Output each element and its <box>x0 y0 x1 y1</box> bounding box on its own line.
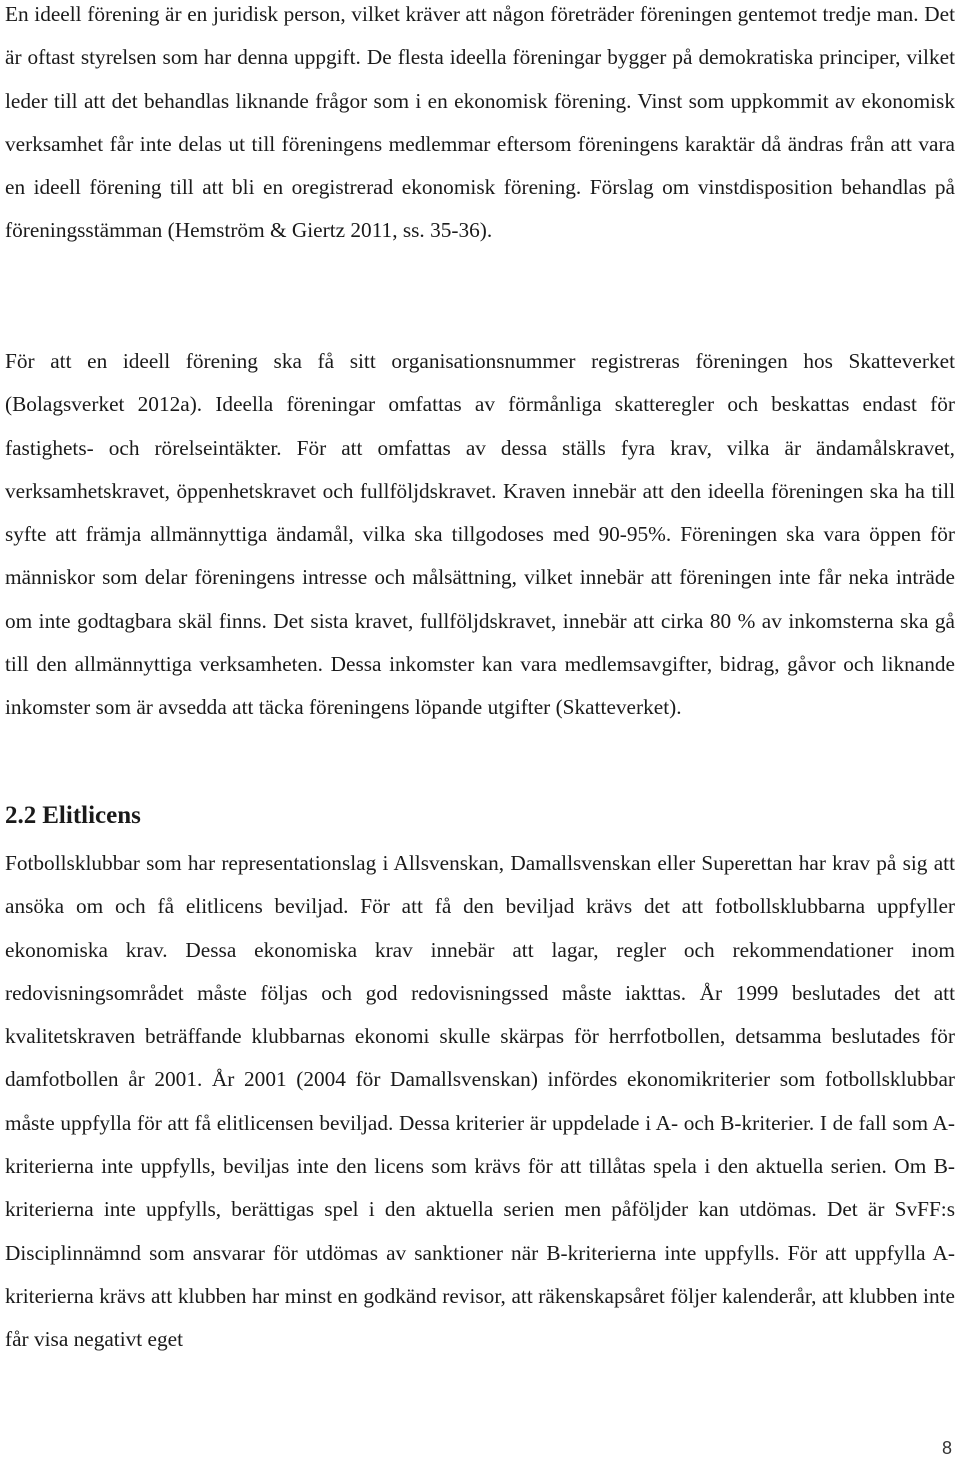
body-paragraph-elitlicens: Fotbollsklubbar som har representationslag i Allsvenskan, Damallsvenskan eller Superettan har krav på sig att ansöka om och få elitlicens beviljad. För att få den beviljad krävs det att fotbollsklubbarna uppfyller ekonomiska krav. Dessa ekonomiska krav innebär att lagar, regler och rekommendationer inom redovisningsområdet måste följas och god redovisningssed måste iakttas. År 1999 beslutades det att kvalitetskraven beträffande klubbarnas ekonomi skulle skärpas för herrfotbollen, detsamma beslutades för damfotbollen år 2001. År 2001 (2004 för Damallsvenskan) infördes ekonomikriterier som fotbollsklubbar måste uppfylla för att få elitlicensen beviljad. Dessa kriterier är uppdelade i A- och B-kriterier. I de fall som A-kriterierna inte uppfylls, beviljas inte den licens som krävs för att tillåtas spela i den aktuella serien. Om B-kriterierna inte uppfylls, berättigas spel i den aktuella serien men påföljder kan utdömas. Det är SvFF:s Disciplinnämnd som ansvarar för utdömas av sanktioner när B-kriterierna inte uppfylls. För att uppfylla A-kriterierna krävs att klubben har minst en godkänd revisor, att räkenskapsåret följer kalenderår, att klubben inte får visa negativt eget <box>5 851 955 1352</box>
section-title: Elitlicens <box>42 802 141 829</box>
page-number: 8 <box>941 1438 952 1458</box>
body-paragraph-skatteverket: För att en ideell förening ska få sitt organisationsnummer registreras föreningen hos Skatteverket (Bolagsverket 2012a). Ideella föreningar omfattas av förmånliga skatteregler och beskattas endast för fastighets- och rörelseintäkter. För att omfattas av dessa ställs fyra krav, vilka är ändamålskravet, verksamhetskravet, öppenhetskravet och fullföljdskravet. Kraven innebär att den ideella föreningen ska ha till syfte att främja allmännyttiga ändamål, vilka ska tillgodoses med 90-95%. Föreningen ska vara öppen för människor som delar föreningens intresse och målsättning, vilket innebär att föreningen inte får neka inträde om inte godtagbara skäl finns. Det sista kravet, fullföljdskravet, innebär att cirka 80 % av inkomsterna ska gå till den allmännyttiga verksamheten. Dessa inkomster kan vara medlemsavgifter, bidrag, gåvor och liknande inkomster som är avsedda att täcka föreningens löpande utgifter (Skatteverket). <box>5 349 955 720</box>
section-number: 2.2 <box>5 802 37 829</box>
body-paragraph-ideell-forening: En ideell förening är en juridisk person, vilket kräver att någon företräder föreningen gentemot tredje man. Det är oftast styrelsen som har denna uppgift. De flesta ideella föreningar bygger på demokratiska principer, vilket leder till att det behandlas liknande frågor som i en ekonomisk förening. Vinst som uppkommit av ekonomisk verksamhet får inte delas ut till föreningens medlemmar eftersom föreningens karaktär då ändras från att vara en ideell förening till att bli en oregistrerad ekonomisk förening. Förslag om vinstdisposition behandlas på föreningsstämman (Hemström & Giertz 2011, ss. 35-36). <box>5 2 955 243</box>
section-heading <box>5 796 141 836</box>
